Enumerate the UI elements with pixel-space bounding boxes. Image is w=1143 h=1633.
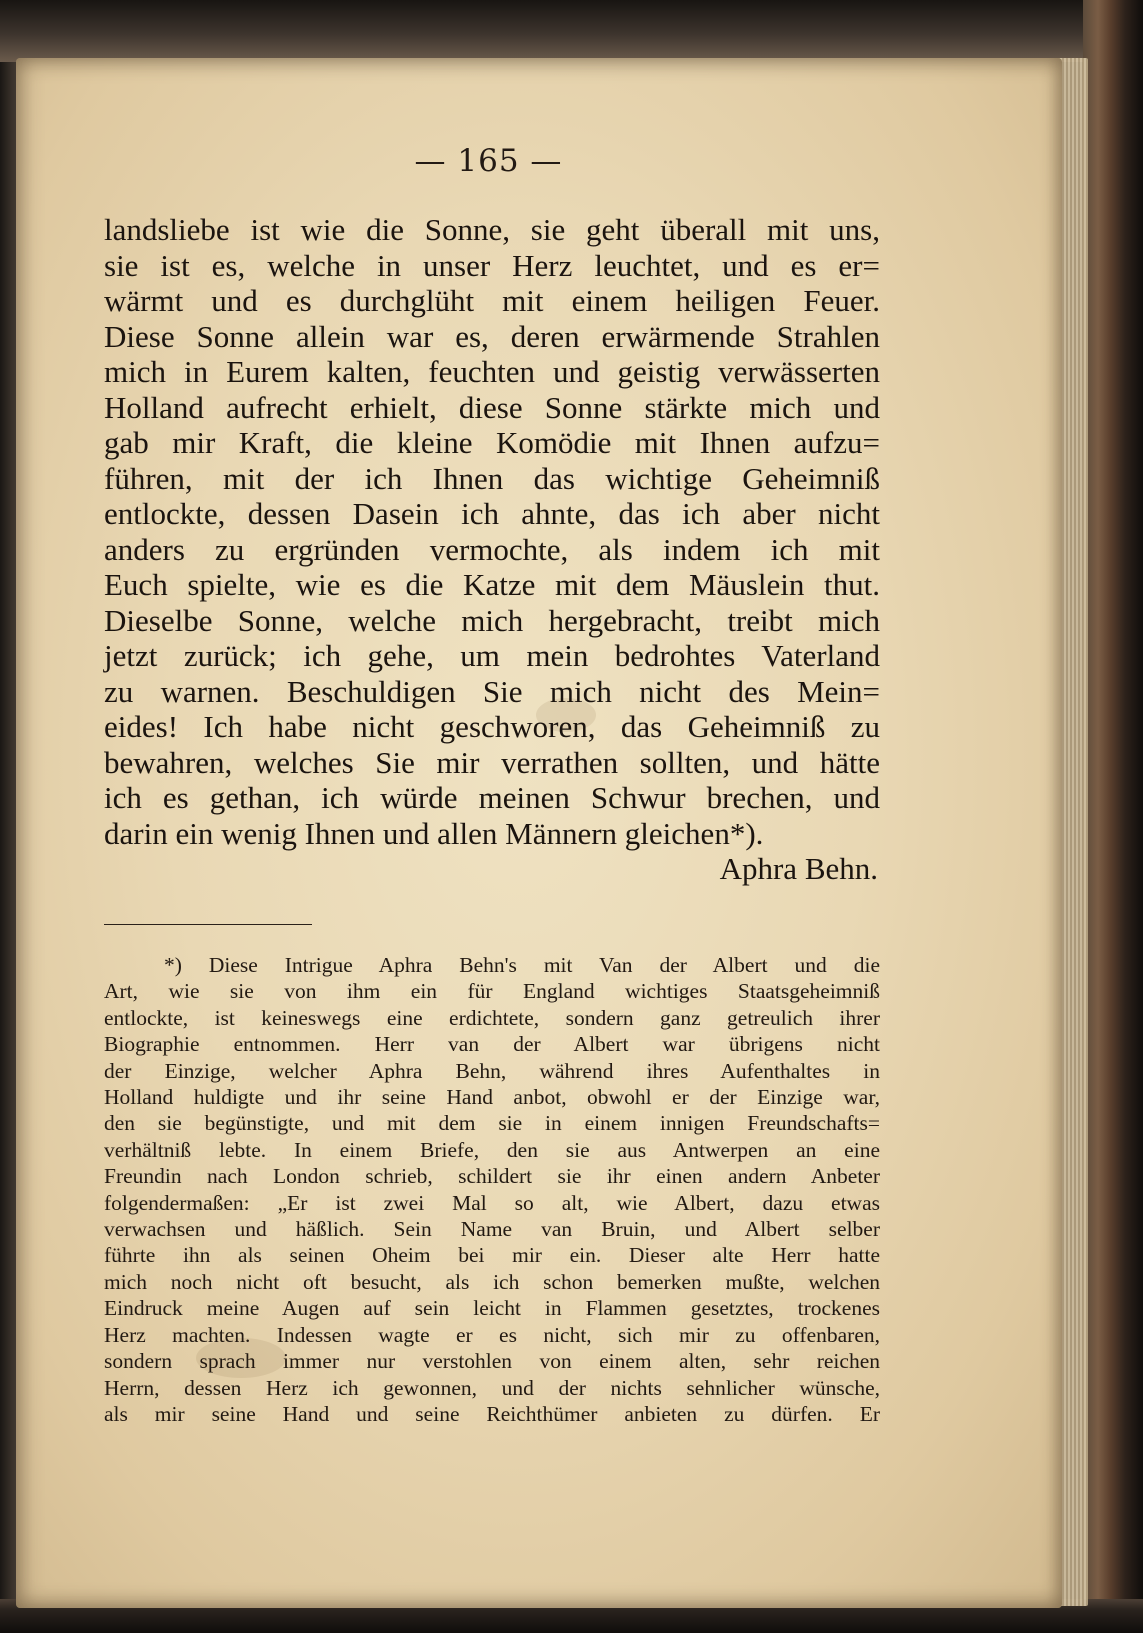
main-text-line: gab mir Kraft, die kleine Komödie mit Ihnen aufzu=	[104, 425, 880, 460]
page-number: — 165 —	[414, 143, 563, 179]
main-text-line: Euch spielte, wie es die Katze mit dem Mäuslein thut.	[104, 567, 880, 602]
footnote-line: Herz machten. Indessen wagte er es nicht, sich mir zu offenbaren,	[104, 1322, 880, 1347]
main-text-line: führen, mit der ich Ihnen das wichtige Geheimniß	[104, 460, 880, 496]
main-text-line: Holland aufrecht erhielt, diese Sonne stärkte mich und	[104, 389, 880, 425]
footnote-line: verhältniß lebte. In einem Briefe, den sie aus Antwerpen an eine	[104, 1137, 880, 1162]
main-text-line: Dieselbe Sonne, welche mich hergebracht, treibt mich	[104, 602, 880, 638]
main-text-line: darin ein wenig Ihnen und allen Männern gleichen*).	[104, 815, 764, 851]
footnote-line: führte ihn als seinen Oheim bei mir ein. Dieser alte Herr hatte	[104, 1243, 880, 1268]
main-text-line: sie ist es, welche in unser Herz leuchtet, und es er=	[104, 247, 880, 283]
footnote-line: Biographie entnommen. Herr van der Albert war übrigens nicht	[104, 1032, 880, 1057]
footnote-line: verwachsen und häßlich. Sein Name van Bruin, und Albert selber	[104, 1217, 880, 1242]
main-text-line: bewahren, welches Sie mir verrathen sollten, und hätte	[104, 744, 880, 780]
footnote-line: der Einzige, welcher Aphra Behn, während ihres Aufenthaltes in	[104, 1058, 880, 1083]
main-text-line: ich es gethan, ich würde meinen Schwur brechen, und	[104, 780, 880, 815]
footnote-line: Herrn, dessen Herz ich gewonnen, und der nichts sehnlicher wünsche,	[104, 1375, 880, 1400]
main-text-block	[104, 212, 880, 887]
main-text-line: entlockte, dessen Dasein ich ahnte, das ich aber nicht	[104, 496, 880, 531]
footnote-line: Holland huldigte und ihr seine Hand anbot, obwohl er der Einzige war,	[104, 1085, 880, 1110]
main-text-line: anders zu ergründen vermochte, als indem ich mit	[104, 531, 880, 567]
footnote-line: sondern sprach immer nur verstohlen von einem alten, sehr reichen	[104, 1349, 880, 1374]
book-cover-spine-edge	[1083, 0, 1143, 1633]
book-cover-top-edge	[0, 0, 1143, 62]
main-text-line: landsliebe ist wie die Sonne, sie geht überall mit uns,	[104, 212, 880, 247]
footnote-line: *) Diese Intrigue Aphra Behn's mit Van der Albert und die	[164, 953, 880, 977]
footnote-line: als mir seine Hand und seine Reichthümer anbieten zu dürfen. Er	[104, 1401, 880, 1426]
book-page	[16, 58, 1062, 1608]
main-text-line: eides! Ich habe nicht geschworen, das Geheimniß zu	[104, 709, 880, 744]
footnote-line: Eindruck meine Augen auf sein leicht in Flammen gesetztes, trockenes	[104, 1296, 880, 1321]
footnote-line: folgendermaßen: „Er ist zwei Mal so alt, wie Albert, dazu etwas	[104, 1190, 880, 1215]
main-text-line: zu warnen. Beschuldigen Sie mich nicht des Mein=	[104, 673, 880, 709]
footnote-line: Freundin nach London schrieb, schildert sie ihr einen andern Anbeter	[104, 1164, 880, 1189]
main-text-line: jetzt zurück; ich gehe, um mein bedrohtes Vaterland	[104, 638, 880, 673]
author-signature: Aphra Behn.	[719, 851, 878, 886]
footnote-separator-rule	[104, 924, 312, 925]
footnote-line: Art, wie sie von ihm ein für England wichtiges Staatsgeheimniß	[104, 979, 880, 1004]
footnote-line: entlockte, ist keineswegs eine erdichtete, sondern ganz getreulich ihrer	[104, 1005, 880, 1030]
footnote-block	[104, 952, 880, 1427]
main-text-line: mich in Eurem kalten, feuchten und geistig verwässerten	[104, 354, 880, 389]
main-text-line: wärmt und es durchglüht mit einem heiligen Feuer.	[104, 283, 880, 318]
main-text-line: Diese Sonne allein war es, deren erwärmende Strahlen	[104, 318, 880, 354]
footnote-line: mich noch nicht oft besucht, als ich schon bemerken mußte, welchen	[104, 1269, 880, 1294]
footnote-line: den sie begünstigte, und mit dem sie in einem innigen Freundschafts=	[104, 1111, 880, 1136]
